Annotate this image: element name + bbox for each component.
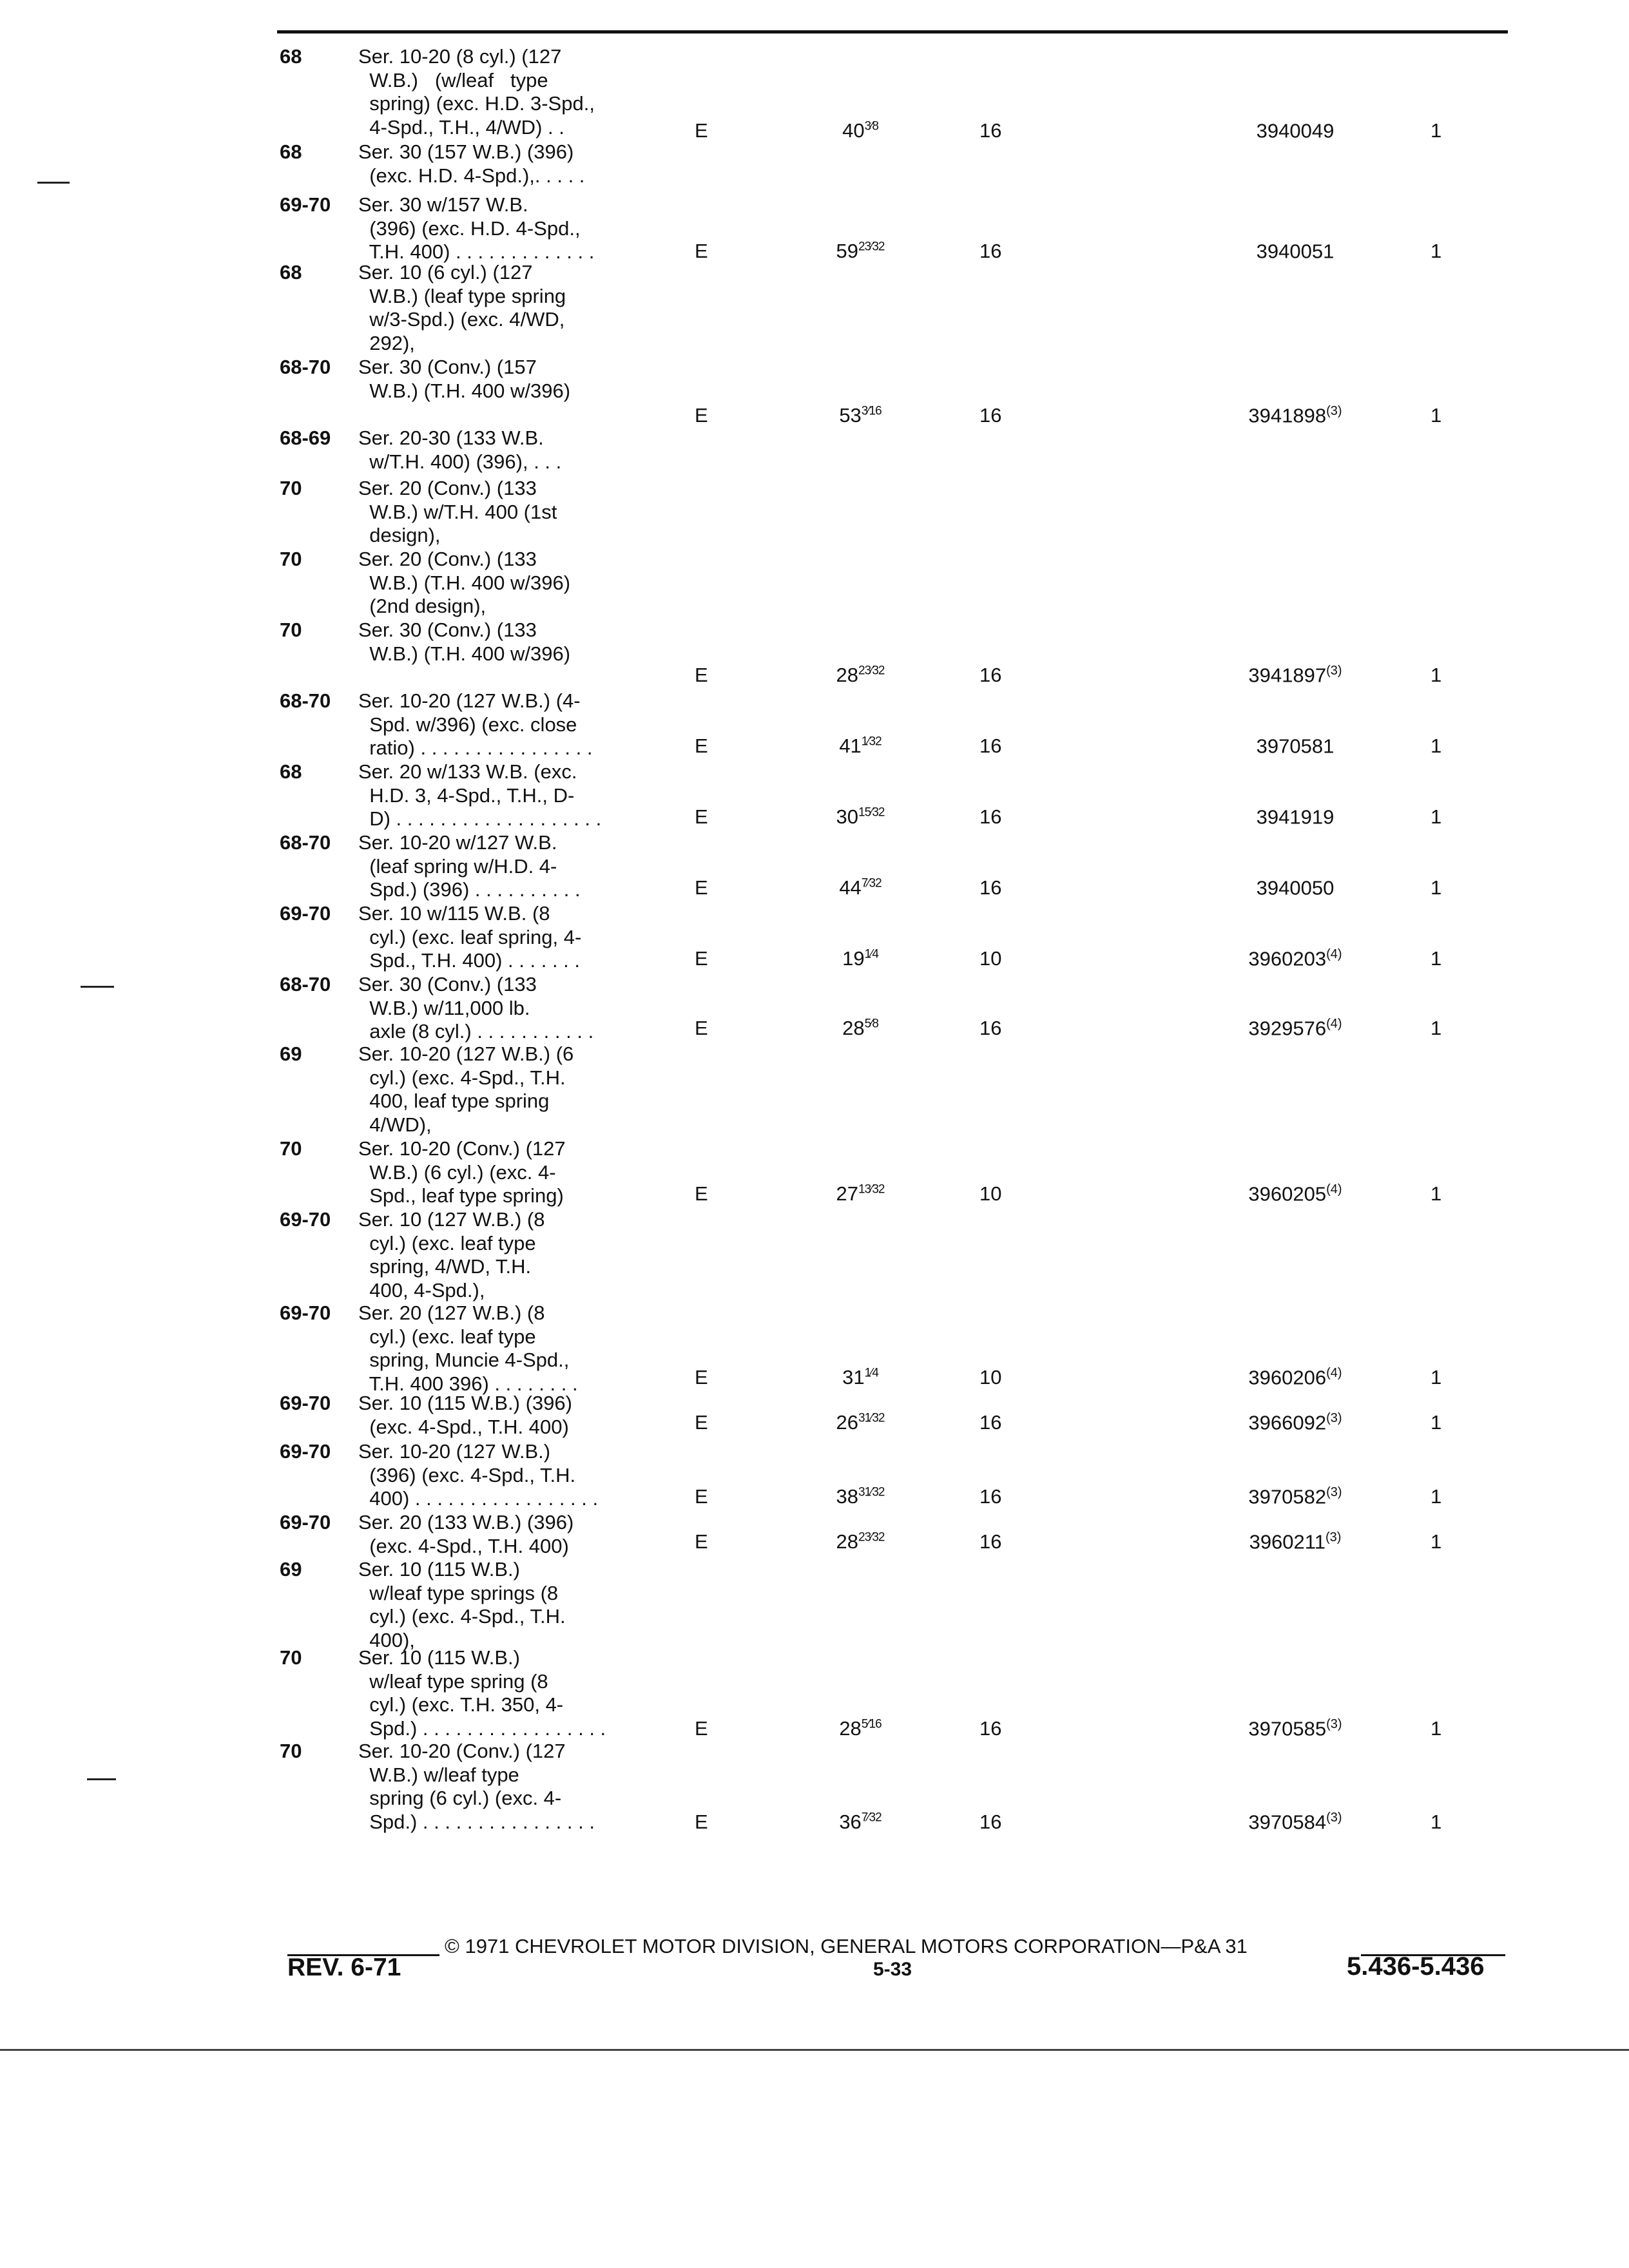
length-fraction: 23⁄32 (858, 1530, 885, 1544)
group-code: E (695, 1811, 708, 1833)
model-year: 68 (280, 45, 302, 68)
diameter: 16 (979, 119, 1002, 142)
length-whole: 27 (836, 1182, 859, 1205)
part-number: 3940049 (1256, 119, 1335, 142)
model-year: 69-70 (280, 193, 331, 216)
group-code: E (695, 1182, 708, 1205)
application-description: Ser. 10 (6 cyl.) (127 W.B.) (leaf type spring w/3-Spd.) (exc. 4/WD, 292), (358, 261, 566, 354)
diameter: 16 (979, 1811, 1002, 1833)
group-code: E (695, 735, 708, 757)
part-number-cell (1218, 404, 1373, 427)
quantity: 1 (1431, 1182, 1442, 1205)
model-year: 70 (280, 548, 302, 570)
shaft-length (812, 876, 909, 899)
quantity: 1 (1431, 240, 1442, 262)
length-fraction: 15⁄32 (858, 805, 885, 820)
shaft-length (812, 1485, 909, 1508)
quantity: 1 (1431, 664, 1442, 686)
part-number: 3960211 (1249, 1530, 1325, 1553)
length-whole: 26 (836, 1411, 859, 1434)
shaft-length (812, 1811, 909, 1834)
part-number-cell (1218, 1811, 1373, 1834)
application-description: Ser. 10-20 (Conv.) (127 W.B.) w/leaf type spring (6 cyl.) (exc. 4- Spd.) . . . . . . . . . . . . . . . . (358, 1740, 595, 1833)
group-code: E (695, 119, 708, 142)
revision-label: REV. 6-71 (287, 1954, 401, 1981)
footnote-ref: (4) (1326, 947, 1342, 961)
model-year: 68-69 (280, 427, 331, 449)
part-number-cell (1218, 876, 1373, 899)
length-whole: 28 (839, 1717, 862, 1740)
footnote-ref: (3) (1326, 404, 1342, 418)
diameter: 16 (979, 240, 1002, 262)
part-number: 3940050 (1256, 876, 1335, 899)
shaft-length (812, 735, 909, 758)
shaft-length (812, 240, 909, 263)
shaft-length (812, 1717, 909, 1740)
part-number-cell (1218, 1017, 1373, 1040)
part-number: 3941898 (1248, 404, 1327, 427)
application-description: Ser. 10 (127 W.B.) (8 cyl.) (exc. leaf type spring, 4/WD, T.H. 400, 4-Spd.), (358, 1208, 545, 1302)
shaft-length (812, 1182, 909, 1206)
length-whole: 59 (836, 240, 859, 262)
model-year: 68 (280, 760, 302, 783)
group-code: E (695, 805, 708, 828)
margin-mark (81, 986, 114, 988)
footnote-ref: (4) (1326, 1182, 1342, 1196)
length-whole: 40 (842, 119, 865, 142)
model-year: 69 (280, 1558, 302, 1581)
length-fraction: 31⁄32 (858, 1411, 885, 1425)
part-number: 3970585 (1248, 1717, 1327, 1740)
length-whole: 53 (839, 404, 862, 427)
diameter: 16 (979, 664, 1002, 686)
model-year: 68-70 (280, 689, 331, 712)
model-year: 69-70 (280, 1302, 331, 1324)
part-number: 3970582 (1248, 1485, 1327, 1508)
quantity: 1 (1431, 876, 1442, 899)
footnote-ref: (3) (1325, 1530, 1342, 1544)
diameter: 16 (979, 876, 1002, 899)
length-whole: 44 (839, 876, 862, 899)
model-year: 70 (280, 1646, 302, 1669)
model-year: 70 (280, 1740, 302, 1762)
application-description: Ser. 10-20 (127 W.B.) (6 cyl.) (exc. 4-Spd., T.H. 400, leaf type spring 4/WD), (358, 1043, 574, 1136)
length-fraction: 1⁄4 (864, 947, 878, 961)
application-description: Ser. 20 (127 W.B.) (8 cyl.) (exc. leaf type spring, Muncie 4-Spd., T.H. 400 396) . . . . . . . . (358, 1302, 578, 1395)
application-description: Ser. 20 (Conv.) (133 W.B.) (T.H. 400 w/396) (2nd design), (358, 548, 571, 617)
application-description: Ser. 10-20 w/127 W.B. (leaf spring w/H.D. 4- Spd.) (396) . . . . . . . . . . (358, 831, 581, 901)
part-number-cell (1218, 1717, 1373, 1740)
length-fraction: 7⁄32 (861, 876, 882, 890)
footnote-ref: (3) (1326, 1717, 1342, 1731)
part-number: 3970584 (1248, 1811, 1327, 1834)
quantity: 1 (1431, 735, 1442, 757)
length-fraction: 31⁄32 (858, 1485, 885, 1499)
shaft-length (812, 1411, 909, 1434)
diameter: 16 (979, 1017, 1002, 1039)
length-whole: 28 (842, 1017, 865, 1039)
length-fraction: 3⁄16 (861, 404, 882, 418)
part-number-cell (1218, 1411, 1373, 1434)
diameter: 16 (979, 1485, 1002, 1508)
group-code: E (695, 240, 708, 262)
diameter: 16 (979, 805, 1002, 828)
group-code: E (695, 1017, 708, 1039)
quantity: 1 (1431, 1530, 1442, 1553)
group-code: E (695, 1366, 708, 1389)
quantity: 1 (1431, 1811, 1442, 1833)
application-description: Ser. 10-20 (127 W.B.) (396) (exc. 4-Spd., T.H. 400) . . . . . . . . . . . . . . . . . (358, 1440, 599, 1510)
footnote-ref: (3) (1326, 664, 1342, 678)
model-year: 69-70 (280, 1511, 331, 1533)
model-year: 69-70 (280, 902, 331, 925)
length-fraction: 5⁄8 (864, 1017, 878, 1031)
model-year: 69-70 (280, 1208, 331, 1231)
part-number: 3940051 (1256, 240, 1335, 263)
footnote-ref: (4) (1326, 1017, 1342, 1031)
part-number-cell (1218, 1485, 1373, 1508)
model-year: 69-70 (280, 1392, 331, 1414)
length-whole: 36 (839, 1811, 862, 1833)
footnote-ref: (3) (1326, 1485, 1342, 1499)
part-number-cell (1218, 735, 1373, 758)
margin-mark (87, 1778, 116, 1780)
group-code: E (695, 1530, 708, 1553)
part-number: 3960205 (1248, 1182, 1327, 1206)
group-code: E (695, 1485, 708, 1508)
quantity: 1 (1431, 1017, 1442, 1039)
part-number-cell (1218, 1366, 1373, 1389)
part-number: 3941919 (1256, 805, 1335, 829)
application-description: Ser. 20 w/133 W.B. (exc. H.D. 3, 4-Spd., T.H., D- D) . . . . . . . . . . . . . . . . . . . (358, 760, 602, 830)
shaft-length (812, 404, 909, 427)
shaft-length (812, 805, 909, 829)
group-code: E (695, 876, 708, 899)
application-description: Ser. 10 w/115 W.B. (8 cyl.) (exc. leaf spring, 4- Spd., T.H. 400) . . . . . . . (358, 902, 582, 972)
quantity: 1 (1431, 805, 1442, 828)
part-number: 3970581 (1256, 735, 1335, 758)
part-number-cell (1218, 1182, 1373, 1206)
footnote-ref: (3) (1326, 1811, 1342, 1825)
application-description: Ser. 30 (Conv.) (157 W.B.) (T.H. 400 w/396) (358, 356, 571, 402)
part-number: 3966092 (1248, 1411, 1327, 1434)
part-number-cell (1218, 805, 1373, 829)
model-year: 68 (280, 140, 302, 163)
length-whole: 41 (839, 735, 862, 757)
diameter: 16 (979, 1411, 1002, 1434)
diameter: 16 (979, 1717, 1002, 1740)
model-year: 70 (280, 619, 302, 641)
model-year: 70 (280, 477, 302, 499)
bottom-rule (0, 2049, 1629, 2051)
shaft-length (812, 1530, 909, 1553)
length-whole: 30 (836, 805, 859, 828)
group-code: E (695, 947, 708, 970)
page-number: 5-33 (873, 1959, 912, 1980)
model-year: 68-70 (280, 831, 331, 854)
length-whole: 31 (842, 1366, 865, 1389)
part-number: 3960203 (1248, 947, 1327, 970)
length-fraction: 1⁄32 (861, 735, 882, 749)
length-fraction: 7⁄32 (861, 1811, 882, 1825)
diameter: 16 (979, 404, 1002, 427)
part-number: 3941897 (1248, 664, 1327, 687)
part-number: 3960206 (1248, 1366, 1327, 1389)
shaft-length (812, 947, 909, 970)
length-fraction: 1⁄4 (864, 1366, 878, 1380)
quantity: 1 (1431, 404, 1442, 427)
shaft-length (812, 1366, 909, 1389)
application-description: Ser. 30 w/157 W.B. (396) (exc. H.D. 4-Spd., T.H. 400) . . . . . . . . . . . . . (358, 193, 595, 263)
diameter: 16 (979, 735, 1002, 757)
length-fraction: 5⁄16 (861, 1717, 882, 1731)
application-description: Ser. 20 (133 W.B.) (396) (exc. 4-Spd., T.H. 400) (358, 1511, 574, 1557)
diameter: 10 (979, 947, 1002, 970)
application-description: Ser. 30 (Conv.) (133 W.B.) (T.H. 400 w/396) (358, 619, 571, 665)
length-fraction: 23⁄32 (858, 664, 885, 678)
diameter: 16 (979, 1530, 1002, 1553)
application-description: Ser. 10 (115 W.B.) (396) (exc. 4-Spd., T.H. 400) (358, 1392, 572, 1438)
quantity: 1 (1431, 119, 1442, 142)
application-description: Ser. 10-20 (127 W.B.) (4- Spd. w/396) (exc. close ratio) . . . . . . . . . . . . . . . . (358, 689, 593, 759)
model-year: 70 (280, 1137, 302, 1160)
group-code: E (695, 1411, 708, 1434)
shaft-length (812, 119, 909, 142)
quantity: 1 (1431, 1411, 1442, 1434)
shaft-length (812, 1017, 909, 1040)
length-whole: 38 (836, 1485, 859, 1508)
application-description: Ser. 30 (157 W.B.) (396) (exc. H.D. 4-Spd.),. . . . . (358, 140, 585, 187)
footnote-ref: (3) (1326, 1411, 1342, 1425)
copyright-line: © 1971 CHEVROLET MOTOR DIVISION, GENERAL MOTORS CORPORATION—P&A 31 (445, 1935, 1248, 1957)
section-number: 5.436-5.436 (1347, 1952, 1485, 1981)
length-whole: 28 (836, 1530, 859, 1553)
part-number-cell (1218, 947, 1373, 970)
application-description: Ser. 10 (115 W.B.) w/leaf type spring (8 cyl.) (exc. T.H. 350, 4- Spd.) . . . . . . . . . . . . . . . . . (358, 1646, 606, 1740)
quantity: 1 (1431, 947, 1442, 970)
group-code: E (695, 664, 708, 686)
top-rule (277, 30, 1508, 34)
part-number-cell (1218, 664, 1373, 687)
margin-mark (37, 182, 70, 184)
part-number-cell (1218, 240, 1373, 263)
part-number: 3929576 (1248, 1017, 1327, 1040)
model-year: 69-70 (280, 1440, 331, 1463)
shaft-length (812, 664, 909, 687)
length-whole: 19 (842, 947, 865, 970)
application-description: Ser. 20 (Conv.) (133 W.B.) w/T.H. 400 (1st design), (358, 477, 557, 546)
application-description: Ser. 20-30 (133 W.B. w/T.H. 400) (396), . . . (358, 427, 562, 473)
quantity: 1 (1431, 1717, 1442, 1740)
length-fraction: 3⁄8 (864, 119, 878, 133)
length-whole: 28 (836, 664, 859, 686)
application-description: Ser. 10-20 (Conv.) (127 W.B.) (6 cyl.) (exc. 4- Spd., leaf type spring) (358, 1137, 566, 1207)
model-year: 68 (280, 261, 302, 284)
application-description: Ser. 10-20 (8 cyl.) (127 W.B.) (w/leaf type spring) (exc. H.D. 3-Spd., 4-Spd., T.H., 4/WD) . . (358, 45, 595, 139)
diameter: 10 (979, 1366, 1002, 1389)
part-number-cell (1218, 119, 1373, 142)
group-code: E (695, 404, 708, 427)
application-description: Ser. 30 (Conv.) (133 W.B.) w/11,000 lb. axle (8 cyl.) . . . . . . . . . . . (358, 973, 594, 1043)
model-year: 69 (280, 1043, 302, 1065)
group-code: E (695, 1717, 708, 1740)
length-fraction: 13⁄32 (858, 1182, 885, 1196)
part-number-cell (1218, 1530, 1373, 1553)
diameter: 10 (979, 1182, 1002, 1205)
length-fraction: 23⁄32 (858, 240, 885, 254)
footnote-ref: (4) (1326, 1366, 1342, 1380)
model-year: 68-70 (280, 973, 331, 995)
model-year: 68-70 (280, 356, 331, 378)
application-description: Ser. 10 (115 W.B.) w/leaf type springs (8 cyl.) (exc. 4-Spd., T.H. 400), (358, 1558, 566, 1651)
quantity: 1 (1431, 1366, 1442, 1389)
quantity: 1 (1431, 1485, 1442, 1508)
